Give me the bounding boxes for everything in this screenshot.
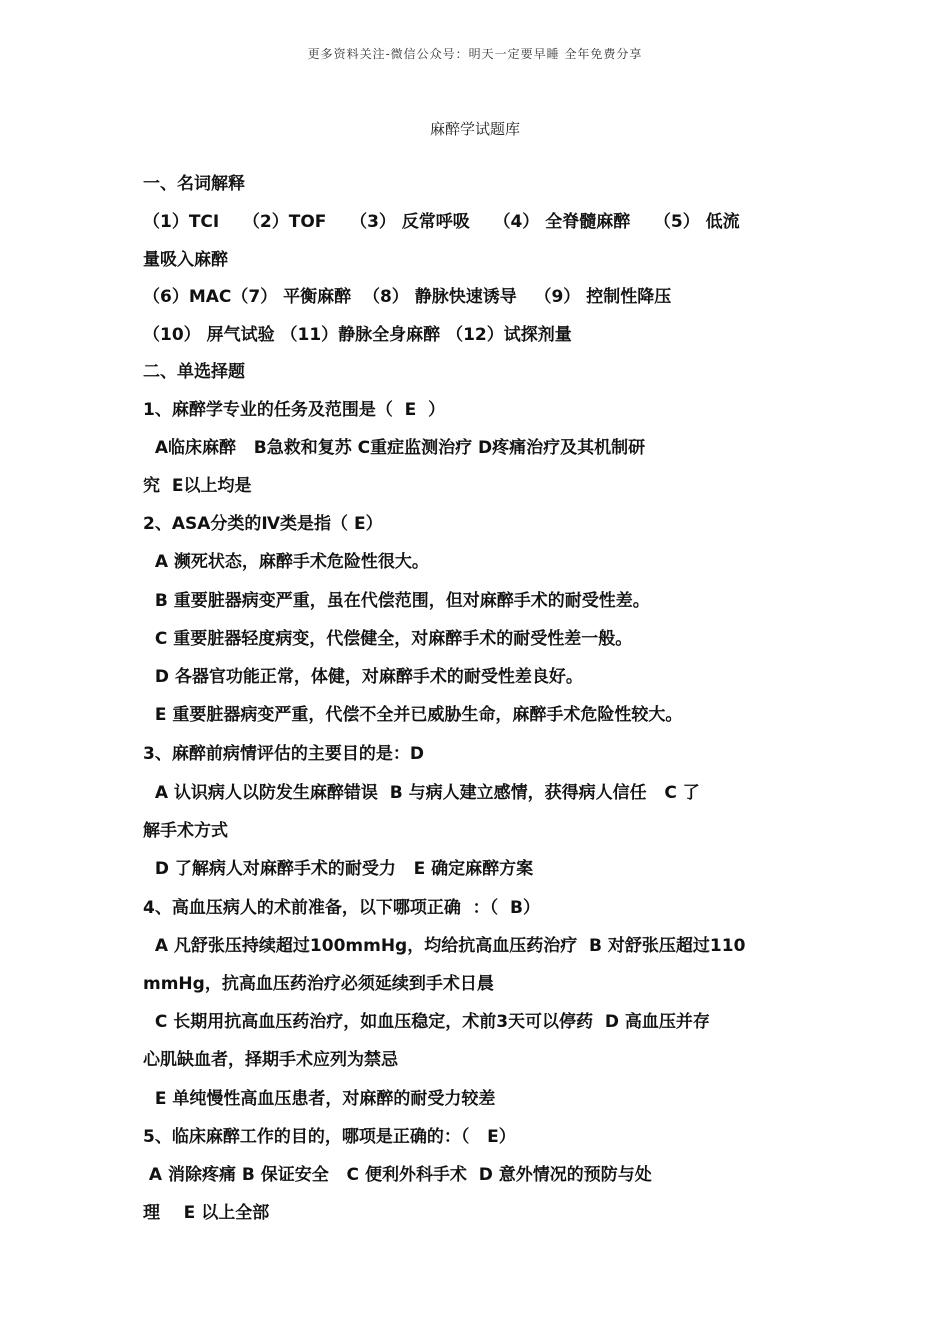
option-line: D 了解病人对麻醉手术的耐受力 E 确定麻醉方案: [143, 859, 534, 879]
question-line: 3、麻醉前病情评估的主要目的是：D: [143, 744, 424, 764]
document-title: 麻醉学试题库: [429, 120, 520, 138]
option-line: A 消除疼痛 B 保证安全 C 便利外科手术 D 意外情况的预防与处: [143, 1165, 652, 1185]
text-line: （6）MAC（7） 平衡麻醉 （8） 静脉快速诱导 （9） 控制性降压: [143, 287, 672, 307]
text-line: （10） 屏气试验 （11）静脉全身麻醉 （12）试探剂量: [143, 325, 572, 345]
option-line: A 凡舒张压持续超过100mmHg，均给抗高血压药治疗 B 对舒张压超过110: [143, 936, 746, 956]
option-line: 心肌缺血者，择期手术应列为禁忌: [143, 1050, 398, 1070]
watermark-header: 更多资料关注-微信公众号：明天一定要早睡 全年免费分享: [307, 47, 643, 61]
question-line: 2、ASA分类的Ⅳ类是指（ E）: [143, 514, 383, 534]
text-line: 量吸入麻醉: [143, 250, 228, 270]
option-line: B 重要脏器病变严重，虽在代偿范围，但对麻醉手术的耐受性差。: [143, 591, 650, 611]
option-line: A临床麻醉 B急救和复苏 C重症监测治疗 D疼痛治疗及其机制研: [143, 438, 646, 458]
option-line: C 长期用抗高血压药治疗，如血压稳定，术前3天可以停药 D 高血压并存: [143, 1012, 710, 1032]
option-line: E 重要脏器病变严重，代偿不全并已威胁生命，麻醉手术危险性较大。: [143, 705, 683, 725]
option-line: 究 E以上均是: [143, 476, 252, 496]
option-line: E 单纯慢性高血压患者，对麻醉的耐受力较差: [143, 1089, 496, 1109]
option-line: 解手术方式: [143, 821, 228, 841]
question-line: 1、麻醉学专业的任务及范围是（ E ）: [143, 400, 446, 420]
option-line: D 各器官功能正常，体健，对麻醉手术的耐受性差良好。: [143, 667, 583, 687]
option-line: 理 E 以上全部: [143, 1203, 270, 1223]
text-line: （1）TCI （2）TOF （3） 反常呼吸 （4） 全脊髓麻醉 （5） 低流: [143, 212, 740, 232]
option-line: C 重要脏器轻度病变，代偿健全，对麻醉手术的耐受性差一般。: [143, 629, 633, 649]
section-heading: 二、单选择题: [143, 362, 245, 382]
option-line: A 认识病人以防发生麻醉错误 B 与病人建立感情，获得病人信任 C 了: [143, 783, 700, 803]
question-line: 5、临床麻醉工作的目的，哪项是正确的：（ E）: [143, 1127, 516, 1147]
option-line: mmHg，抗高血压药治疗必须延续到手术日晨: [143, 974, 494, 994]
question-line: 4、高血压病人的术前准备，以下哪项正确 ：（ B）: [143, 898, 540, 918]
section-heading: 一、名词解释: [143, 174, 245, 194]
option-line: A 濒死状态，麻醉手术危险性很大。: [143, 552, 429, 572]
